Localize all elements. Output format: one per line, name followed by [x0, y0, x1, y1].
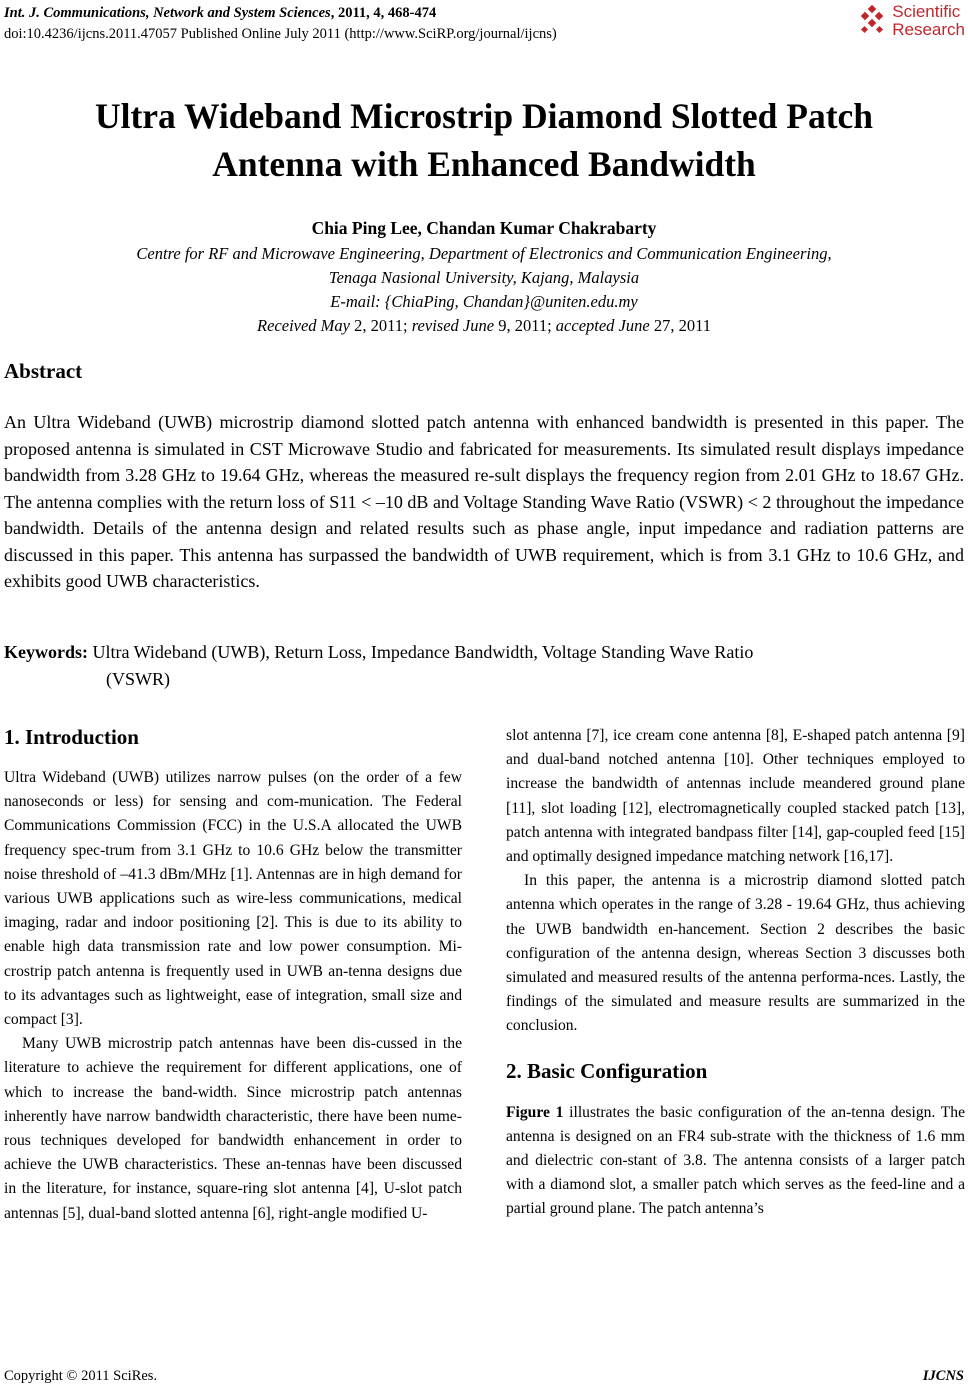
- abstract-heading: Abstract: [4, 359, 83, 383]
- journal-name: Int. J. Communications, Network and System Sciences: [4, 5, 331, 21]
- section-1-paragraph-2: Many UWB microstrip patch antennas have been dis-cussed in the literature to achieve the requirement for different applications, one of which to increase the band-width. Since microstrip patch antennas inherently have narrow bandwidth characteristic, there have been nume-rous techniques developed for bandwidth enhancement in order to achieve the UWB characteristics. These an-tennas have been discussed in the literature, for instance, square-ring slot antenna [4], U-slot patch antennas [5], dual-band slotted antenna [6], right-angle modified U-: [4, 1035, 462, 1222]
- authors: Chia Ping Lee, Chandan Kumar Chakrabarty: [311, 218, 657, 238]
- section-1-paragraph-4: In this paper, the antenna is a microstrip diamond slotted patch antenna which operates in the range of 3.28 - 19.64 GHz, thus achieving the UWB bandwidth en-hancement. Section 2 describes the basic configuration of the antenna design, whereas Section 3 discusses both simulated and measured results of the antenna performa-nces. Lastly, the findings of the simulated and measure results are summarized in the conclusion.: [506, 872, 965, 1035]
- logo-line-1: Scientific: [892, 2, 961, 21]
- section-1-heading: 1. Introduction: [4, 725, 139, 749]
- affiliation: [0, 242, 968, 338]
- accepted-date: 27, 2011: [649, 316, 711, 335]
- title-line-1: Ultra Wideband Microstrip Diamond Slotted Patch: [94, 96, 874, 136]
- received-date: 2, 2011;: [350, 316, 412, 335]
- left-column: [4, 724, 462, 1226]
- journal-abbrev-footer: IJCNS: [922, 1368, 964, 1384]
- figure-1-reference: Figure 1: [506, 1103, 564, 1121]
- section-2-paragraph-1: [506, 1101, 965, 1222]
- section-2-heading: 2. Basic Configuration: [506, 1058, 708, 1083]
- section-2-paragraph-1-text: illustrates the basic configuration of the an-tenna design. The antenna is designed on an FR4 sub-strate with the thickness of 1.6 mm and dielectric con-stant of 3.8. The antenna consists of a larger patch with a diamond slot, a smaller patch which serves as the feed-line and a partial ground plane. The patch antenna’s: [506, 1103, 965, 1218]
- right-column: [506, 724, 965, 1222]
- dates-line: [0, 314, 968, 338]
- affiliation-line-2: Tenaga Nasional University, Kajang, Malaysia: [328, 268, 640, 287]
- logo-line-2: Research: [892, 20, 965, 39]
- keywords: [4, 639, 753, 692]
- keywords-label: Keywords:: [4, 642, 88, 662]
- abstract-text: An Ultra Wideband (UWB) microstrip diamond slotted patch antenna with enhanced bandwidth is presented in this paper. The proposed antenna is simulated in CST Microwave Studio and fabricated for measurements. Its simulated result displays impedance bandwidth from 3.28 GHz to 19.64 GHz, whereas the measured re-sult displays the frequency region from 2.01 GHz to 18.67 GHz. The antenna complies with the return loss of S11 < –10 dB and Voltage Standing Wave Ratio (VSWR) < 2 throughout the impedance bandwidth. Details of the antenna design and related results such as phase angle, input impedance and radiation patterns are discussed in this paper. This antenna has surpassed the bandwidth of UWB requirement, which is from 3.1 GHz to 10.6 GHz, and exhibits good UWB characteristics.: [4, 412, 964, 591]
- doi-line: doi:10.4236/ijcns.2011.47057 Published Online July 2011 (http://www.SciRP.org/journal/ijcns): [4, 26, 557, 42]
- publisher-logo: [856, 3, 965, 39]
- received-label: Received May: [257, 316, 351, 335]
- section-1-paragraph-1: Ultra Wideband (UWB) utilizes narrow pulses (on the order of a few nanoseconds or less) for sensing and com-munication. The Federal Communications Commission (FCC) in the U.S.A allocated the UWB frequency spec-trum from 3.1 GHz to 10.6 GHz below the transmitter noise threshold of –41.3 dBm/MHz [1]. Antennas are in high demand for various UWB applications such as wire-less communications, medical imaging, radar and indoor positioning [2]. This is due to its ability to enable high data transmission rate and low power consumption. Mi-crostrip patch antenna is frequently used in UWB an-tenna designs due to its advantages such as lightweight, ease of integration, small size and compact [3].: [4, 769, 462, 1029]
- scientific-research-logo-icon: [856, 5, 888, 37]
- copyright-footer: Copyright © 2011 SciRes.: [4, 1368, 158, 1384]
- section-1-paragraph-3: slot antenna [7], ice cream cone antenna [8], E-shaped patch antenna [9] and dual-band notched antenna [10]. Other techniques employed to increase the bandwidth of antennas include meandered ground plane [11], slot loading [12], electromagnetically coupled stacked patch [13], patch antenna with integrated bandpass filter [14], gap-coupled feed [15] and optimally designed impedance matching network [16,17].: [506, 727, 965, 866]
- volume-info: , 2011, 4, 468-474: [330, 5, 437, 21]
- accepted-label: accepted June: [555, 316, 650, 335]
- keywords-line-2: (VSWR): [106, 668, 170, 689]
- affiliation-line-1: Centre for RF and Microwave Engineering, Department of Electronics and Communication Engineering,: [136, 244, 832, 263]
- paper-title: [0, 92, 968, 188]
- keywords-line-1: Ultra Wideband (UWB), Return Loss, Impedance Bandwidth, Voltage Standing Wave Ratio: [88, 642, 754, 662]
- revised-date: 9, 2011;: [494, 316, 556, 335]
- running-header: [4, 3, 557, 45]
- email-line: E-mail: {ChiaPing, Chandan}@uniten.edu.my: [330, 292, 638, 311]
- revised-label: revised June: [411, 316, 495, 335]
- title-line-2: Antenna with Enhanced Bandwidth: [212, 144, 756, 184]
